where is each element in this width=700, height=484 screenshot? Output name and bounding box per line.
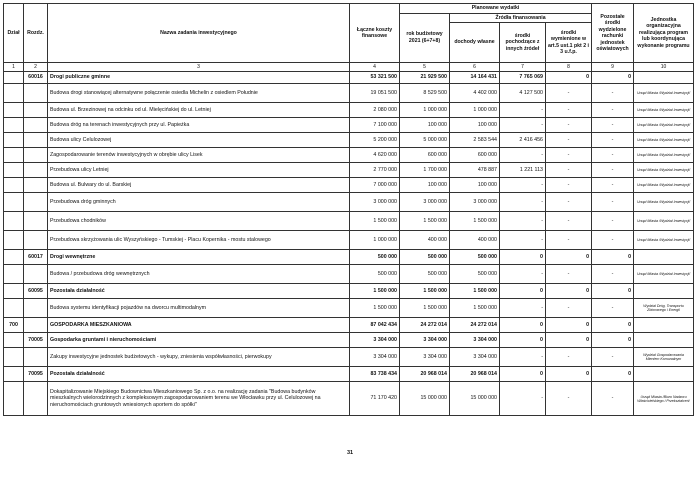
cell-total-cost: 3 000 000: [350, 193, 400, 212]
cell-other-sources: -: [500, 299, 546, 318]
table-row: [4, 103, 694, 118]
cell-total-cost: 2 080 000: [350, 103, 400, 118]
table-row: [4, 299, 694, 318]
cell-rozdz: [24, 133, 48, 148]
table-row: [4, 265, 694, 284]
cell-other-funds: -: [592, 163, 634, 178]
cell-task-name: Gospodarka gruntami i nieruchomościami: [48, 333, 350, 348]
cell-art5-funds: -: [546, 163, 592, 178]
cell-other-sources: 0: [500, 318, 546, 333]
cell-unit: Wydział Dróg, Transportu Zbiorowego i Energii: [634, 299, 694, 318]
cell-task-name: Budowa drogi stanowiącej alternatywne połączenie osiedla Michelin z osiedlem Południe: [48, 84, 350, 103]
cell-budget-year: 3 304 000: [400, 333, 450, 348]
cell-other-funds: -: [592, 348, 634, 367]
cell-unit: Urząd Miasta /Wydział Inwestycji/: [634, 163, 694, 178]
cell-total-cost: 83 738 434: [350, 367, 400, 382]
cell-unit: Urząd Miasta /Wydział Inwestycji/: [634, 231, 694, 250]
cell-unit: [634, 333, 694, 348]
cell-total-cost: 7 100 000: [350, 118, 400, 133]
investment-table-sheet: [3, 3, 693, 416]
cell-total-cost: 1 500 000: [350, 212, 400, 231]
column-number: 10: [634, 63, 694, 72]
cell-art5-funds: 0: [546, 72, 592, 84]
cell-budget-year: 500 000: [400, 250, 450, 265]
cell-other-sources: -: [500, 231, 546, 250]
cell-dzial: [4, 84, 24, 103]
cell-task-name: GOSPODARKA MIESZKANIOWA: [48, 318, 350, 333]
cell-unit: [634, 318, 694, 333]
cell-unit: Urząd Miasta /Wydział Inwestycji/: [634, 265, 694, 284]
table-row-section: [4, 284, 694, 299]
cell-total-cost: 1 500 000: [350, 284, 400, 299]
cell-art5-funds: 0: [546, 333, 592, 348]
cell-budget-year: 3 304 000: [400, 348, 450, 367]
column-number: 2: [24, 63, 48, 72]
cell-budget-year: 400 000: [400, 231, 450, 250]
cell-unit: Urząd Miasta /Wydział Inwestycji/: [634, 84, 694, 103]
cell-dzial: [4, 231, 24, 250]
cell-art5-funds: -: [546, 299, 592, 318]
col-header-jednostka: Jednostka organizacyjna realizująca program lub koordynująca wykonanie programu: [634, 4, 694, 63]
cell-own-income: 500 000: [450, 265, 500, 284]
cell-other-funds: 0: [592, 284, 634, 299]
cell-total-cost: 500 000: [350, 265, 400, 284]
cell-own-income: 2 583 544: [450, 133, 500, 148]
cell-own-income: 100 000: [450, 178, 500, 193]
cell-own-income: 3 000 000: [450, 193, 500, 212]
cell-budget-year: 100 000: [400, 118, 450, 133]
cell-art5-funds: -: [546, 84, 592, 103]
cell-other-sources: -: [500, 118, 546, 133]
cell-other-sources: -: [500, 148, 546, 163]
cell-other-funds: 0: [592, 333, 634, 348]
cell-other-sources: 2 416 456: [500, 133, 546, 148]
cell-art5-funds: -: [546, 178, 592, 193]
cell-budget-year: 1 500 000: [400, 284, 450, 299]
cell-total-cost: 5 200 000: [350, 133, 400, 148]
column-number: 7: [500, 63, 546, 72]
cell-art5-funds: 0: [546, 367, 592, 382]
cell-total-cost: 3 304 000: [350, 348, 400, 367]
cell-other-funds: -: [592, 382, 634, 416]
cell-total-cost: 71 170 420: [350, 382, 400, 416]
cell-other-funds: -: [592, 84, 634, 103]
cell-budget-year: 20 968 014: [400, 367, 450, 382]
cell-task-name: Przebudowa dróg gminnych: [48, 193, 350, 212]
cell-other-funds: 0: [592, 318, 634, 333]
cell-other-funds: -: [592, 193, 634, 212]
cell-dzial: [4, 299, 24, 318]
cell-total-cost: 4 620 000: [350, 148, 400, 163]
table-row: [4, 118, 694, 133]
cell-other-funds: 0: [592, 250, 634, 265]
cell-rozdz: 60016: [24, 72, 48, 84]
cell-task-name: Zagospodarowanie terenów inwestycyjnych w obrębie ulicy Lisek: [48, 148, 350, 163]
cell-budget-year: 1 000 000: [400, 103, 450, 118]
cell-total-cost: 7 000 000: [350, 178, 400, 193]
cell-dzial: [4, 148, 24, 163]
cell-other-sources: -: [500, 178, 546, 193]
cell-total-cost: 1 000 000: [350, 231, 400, 250]
column-number: 4: [350, 63, 400, 72]
cell-unit: [634, 250, 694, 265]
cell-dzial: 700: [4, 318, 24, 333]
cell-task-name: Budowa dróg na terenach inwestycyjnych przy ul. Papieżka: [48, 118, 350, 133]
col-header-dzial: Dział: [4, 4, 24, 63]
cell-budget-year: 3 000 000: [400, 193, 450, 212]
cell-rozdz: 70095: [24, 367, 48, 382]
cell-other-sources: 4 127 500: [500, 84, 546, 103]
cell-art5-funds: -: [546, 133, 592, 148]
cell-task-name: Dokapitalizowanie Miejskiego Budownictwa Mieszkaniowego Sp. z o.o. na realizację zadania "Budowa budynków mieszkalnych wielorodzinnych z kompleksowym zagospodarowaniem terenu we Włocławku przy ul. Celulozowej na nieruchomościach gruntowych wniesionych aportem do spółki": [48, 382, 350, 416]
cell-rozdz: [24, 231, 48, 250]
cell-dzial: [4, 348, 24, 367]
col-header-planowane: Planowane wydatki: [400, 4, 592, 14]
cell-other-funds: -: [592, 178, 634, 193]
cell-dzial: [4, 250, 24, 265]
col-header-laczne: Łączne koszty finansowe: [350, 4, 400, 63]
col-header-nazwa: Nazwa zadania inwestycyjnego: [48, 4, 350, 63]
cell-other-sources: 7 765 069: [500, 72, 546, 84]
cell-task-name: Drogi wewnętrzne: [48, 250, 350, 265]
cell-unit: [634, 72, 694, 84]
cell-dzial: [4, 333, 24, 348]
cell-total-cost: 2 770 000: [350, 163, 400, 178]
cell-dzial: [4, 178, 24, 193]
table-row: [4, 231, 694, 250]
column-number: 5: [400, 63, 450, 72]
cell-other-sources: 1 221 113: [500, 163, 546, 178]
cell-art5-funds: -: [546, 265, 592, 284]
cell-total-cost: 53 321 500: [350, 72, 400, 84]
cell-rozdz: 60017: [24, 250, 48, 265]
cell-other-sources: -: [500, 348, 546, 367]
cell-task-name: Drogi publiczne gminne: [48, 72, 350, 84]
cell-art5-funds: 0: [546, 250, 592, 265]
cell-other-funds: -: [592, 133, 634, 148]
cell-dzial: [4, 133, 24, 148]
table-row-section: [4, 72, 694, 84]
cell-rozdz: [24, 382, 48, 416]
table-row: [4, 163, 694, 178]
cell-total-cost: 87 042 434: [350, 318, 400, 333]
cell-art5-funds: -: [546, 103, 592, 118]
table-row-section: [4, 333, 694, 348]
cell-rozdz: [24, 299, 48, 318]
cell-task-name: Pozostała działalność: [48, 367, 350, 382]
cell-art5-funds: 0: [546, 284, 592, 299]
cell-own-income: 1 500 000: [450, 299, 500, 318]
cell-other-sources: 0: [500, 333, 546, 348]
cell-task-name: Budowa ul. Brzezinowej na odcinku od ul. Mielęcińskiej do ul. Letniej: [48, 103, 350, 118]
column-number: 9: [592, 63, 634, 72]
cell-rozdz: [24, 118, 48, 133]
cell-dzial: [4, 212, 24, 231]
cell-dzial: [4, 265, 24, 284]
cell-art5-funds: -: [546, 212, 592, 231]
cell-dzial: [4, 193, 24, 212]
cell-dzial: [4, 382, 24, 416]
column-number: 6: [450, 63, 500, 72]
cell-rozdz: 70005: [24, 333, 48, 348]
cell-unit: [634, 284, 694, 299]
col-header-zrodla: Źródła finansowania: [450, 13, 592, 23]
cell-art5-funds: -: [546, 231, 592, 250]
cell-budget-year: 21 929 500: [400, 72, 450, 84]
cell-dzial: [4, 72, 24, 84]
cell-rozdz: [24, 348, 48, 367]
cell-rozdz: [24, 148, 48, 163]
cell-budget-year: 100 000: [400, 178, 450, 193]
cell-task-name: Zakupy inwestycyjne jednostek budżetowych - wykupy, zniesienia współwłasności, pierwokupy: [48, 348, 350, 367]
cell-own-income: 15 000 000: [450, 382, 500, 416]
cell-other-sources: -: [500, 193, 546, 212]
cell-own-income: 500 000: [450, 250, 500, 265]
cell-unit: [634, 367, 694, 382]
cell-unit: Urząd Miasta /Wydział Inwestycji/: [634, 212, 694, 231]
cell-other-funds: -: [592, 212, 634, 231]
cell-budget-year: 500 000: [400, 265, 450, 284]
cell-task-name: Przebudowa ulicy Letniej: [48, 163, 350, 178]
cell-rozdz: [24, 103, 48, 118]
investment-table: [3, 3, 694, 416]
cell-task-name: Budowa ul. Bulwary do ul. Barskiej: [48, 178, 350, 193]
cell-total-cost: 500 000: [350, 250, 400, 265]
cell-budget-year: 1 500 000: [400, 299, 450, 318]
cell-budget-year: 15 000 000: [400, 382, 450, 416]
cell-rozdz: [24, 178, 48, 193]
cell-rozdz: [24, 193, 48, 212]
cell-task-name: Budowa ulicy Celulozowej: [48, 133, 350, 148]
page-number: 31: [346, 450, 354, 456]
cell-own-income: 4 402 000: [450, 84, 500, 103]
cell-rozdz: [24, 163, 48, 178]
cell-dzial: [4, 284, 24, 299]
cell-own-income: 478 887: [450, 163, 500, 178]
table-row-section: [4, 367, 694, 382]
column-number-row: [4, 63, 694, 72]
cell-own-income: 100 000: [450, 118, 500, 133]
cell-budget-year: 600 000: [400, 148, 450, 163]
table-row-section: [4, 318, 694, 333]
table-row: [4, 212, 694, 231]
table-row: [4, 133, 694, 148]
col-header-rozdz: Rozdz.: [24, 4, 48, 63]
cell-own-income: 1 000 000: [450, 103, 500, 118]
cell-total-cost: 19 051 500: [350, 84, 400, 103]
cell-unit: Urząd Miasta /Wydział Inwestycji/: [634, 133, 694, 148]
cell-budget-year: 1 700 000: [400, 163, 450, 178]
cell-unit: Urząd Miasta /Wydział Inwestycji/: [634, 178, 694, 193]
cell-rozdz: [24, 84, 48, 103]
cell-own-income: 24 272 014: [450, 318, 500, 333]
cell-other-sources: -: [500, 265, 546, 284]
cell-own-income: 3 304 000: [450, 348, 500, 367]
cell-unit: Wydział Gospodarowania Mieniem Komunalnym: [634, 348, 694, 367]
col-header-srodki-art: środki wymienione w art.5 ust.1 pkt 2 i 3 u.f.p.: [546, 23, 592, 63]
cell-dzial: [4, 103, 24, 118]
cell-unit: Urząd Miasta /Wydział Inwestycji/: [634, 103, 694, 118]
cell-own-income: 20 968 014: [450, 367, 500, 382]
cell-art5-funds: -: [546, 348, 592, 367]
cell-task-name: Przebudowa chodników: [48, 212, 350, 231]
cell-other-sources: 0: [500, 367, 546, 382]
cell-task-name: Budowa / przebudowa dróg wewnętrznych: [48, 265, 350, 284]
cell-art5-funds: 0: [546, 318, 592, 333]
cell-total-cost: 3 304 000: [350, 333, 400, 348]
cell-unit: Urząd Miasta /Biuro Nadzoru Właścicielskiego i Przekształceń/: [634, 382, 694, 416]
cell-other-funds: 0: [592, 72, 634, 84]
cell-budget-year: 5 000 000: [400, 133, 450, 148]
cell-own-income: 1 500 000: [450, 284, 500, 299]
cell-own-income: 600 000: [450, 148, 500, 163]
column-number: 1: [4, 63, 24, 72]
cell-other-sources: -: [500, 103, 546, 118]
cell-other-sources: -: [500, 382, 546, 416]
cell-art5-funds: -: [546, 382, 592, 416]
cell-other-funds: -: [592, 103, 634, 118]
col-header-dochody: dochody własne: [450, 23, 500, 63]
table-row: [4, 382, 694, 416]
cell-other-funds: -: [592, 231, 634, 250]
column-number: 8: [546, 63, 592, 72]
table-row: [4, 193, 694, 212]
col-header-rok: rok budżetowy 2021 (6+7+8): [400, 13, 450, 63]
cell-rozdz: [24, 212, 48, 231]
cell-task-name: Przebudowa skrzyżowania ulic Wyszyńskiego - Tumskiej - Placu Kopernika - mostu stalowego: [48, 231, 350, 250]
table-row-section: [4, 250, 694, 265]
cell-unit: Urząd Miasta /Wydział Inwestycji/: [634, 118, 694, 133]
cell-rozdz: [24, 265, 48, 284]
cell-art5-funds: -: [546, 118, 592, 133]
cell-own-income: 14 164 431: [450, 72, 500, 84]
cell-dzial: [4, 163, 24, 178]
cell-rozdz: 60095: [24, 284, 48, 299]
col-header-pozostale: Pozostałe środki wydzielone rachunki jednostek oświatowych: [592, 4, 634, 63]
cell-rozdz: [24, 318, 48, 333]
cell-unit: Urząd Miasta /Wydział Inwestycji/: [634, 193, 694, 212]
cell-art5-funds: -: [546, 193, 592, 212]
cell-other-funds: -: [592, 299, 634, 318]
table-row: [4, 178, 694, 193]
table-row: [4, 348, 694, 367]
cell-own-income: 3 304 000: [450, 333, 500, 348]
cell-other-sources: -: [500, 212, 546, 231]
cell-budget-year: 1 500 000: [400, 212, 450, 231]
cell-other-funds: -: [592, 265, 634, 284]
cell-total-cost: 1 500 000: [350, 299, 400, 318]
table-row: [4, 148, 694, 163]
cell-other-funds: 0: [592, 367, 634, 382]
table-row: [4, 84, 694, 103]
cell-unit: Urząd Miasta /Wydział Inwestycji/: [634, 148, 694, 163]
cell-other-funds: -: [592, 118, 634, 133]
cell-task-name: Pozostała działalność: [48, 284, 350, 299]
cell-dzial: [4, 118, 24, 133]
cell-own-income: 1 500 000: [450, 212, 500, 231]
cell-budget-year: 8 529 500: [400, 84, 450, 103]
col-header-srodki-inne: środki pochodzące z innych źródeł: [500, 23, 546, 63]
column-number: 3: [48, 63, 350, 72]
cell-other-sources: 0: [500, 284, 546, 299]
cell-own-income: 400 000: [450, 231, 500, 250]
cell-budget-year: 24 272 014: [400, 318, 450, 333]
cell-task-name: Budowa systemu identyfikacji pojazdów na dworcu multimodalnym: [48, 299, 350, 318]
cell-other-funds: -: [592, 148, 634, 163]
cell-art5-funds: -: [546, 148, 592, 163]
cell-other-sources: 0: [500, 250, 546, 265]
cell-dzial: [4, 367, 24, 382]
